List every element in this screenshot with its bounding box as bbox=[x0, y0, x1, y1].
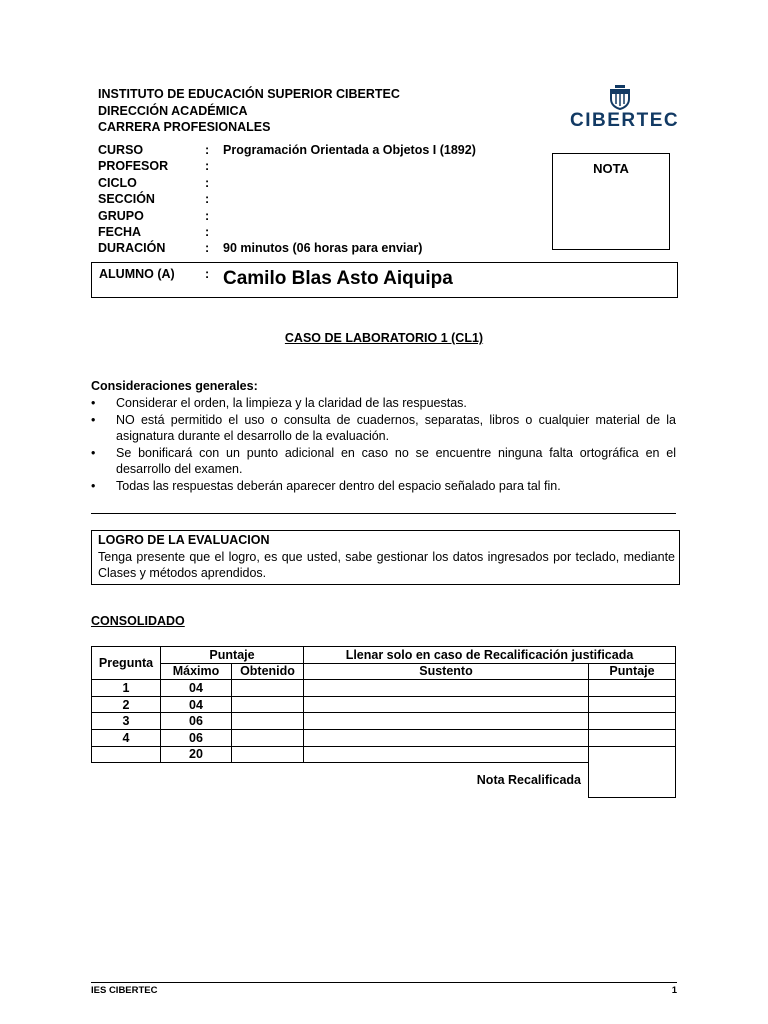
cell-puntaje[interactable] bbox=[589, 713, 676, 730]
nota-recalificada-row bbox=[92, 763, 676, 798]
list-item bbox=[91, 445, 676, 478]
nota-box[interactable] bbox=[552, 153, 670, 250]
table-row-total bbox=[92, 746, 676, 763]
cell-puntaje[interactable] bbox=[589, 680, 676, 697]
cell-sustento[interactable] bbox=[304, 729, 589, 746]
lab-case-title: CASO DE LABORATORIO 1 (CL1) bbox=[284, 331, 484, 345]
cell-maximo-total: 20 bbox=[161, 746, 232, 763]
cell-sustento[interactable] bbox=[304, 696, 589, 713]
table-subheader-row bbox=[92, 663, 676, 680]
info-row-grupo bbox=[98, 208, 476, 224]
info-colon: : bbox=[205, 192, 210, 207]
bullet-icon: • bbox=[91, 478, 96, 493]
cell-puntaje[interactable] bbox=[589, 696, 676, 713]
cell-pregunta: 3 bbox=[92, 713, 161, 730]
student-colon: : bbox=[205, 267, 210, 281]
table-row bbox=[92, 680, 676, 697]
info-label: FECHA bbox=[98, 224, 142, 239]
info-label: DURACIÓN bbox=[98, 241, 166, 256]
divider bbox=[91, 513, 676, 514]
info-label: CICLO bbox=[98, 175, 137, 190]
info-row-ciclo bbox=[98, 175, 476, 191]
logo-text: CIBERTEC bbox=[570, 110, 680, 131]
cell-sustento[interactable] bbox=[304, 713, 589, 730]
consolidated-table bbox=[91, 646, 676, 798]
cell-maximo: 04 bbox=[161, 696, 232, 713]
cell-sustento[interactable] bbox=[304, 746, 589, 763]
table-row bbox=[92, 713, 676, 730]
info-label: CURSO bbox=[98, 143, 144, 157]
list-item-text: Se bonificará con un punto adicional en caso no se encuentre ninguna falta ortográfica en el desarrollo del examen. bbox=[116, 445, 676, 477]
info-row-fecha bbox=[98, 224, 476, 240]
header-pregunta: Pregunta bbox=[92, 647, 161, 680]
footer-institution: IES CIBERTEC bbox=[91, 985, 158, 996]
nota-recalificada-label: Nota Recalificada bbox=[476, 773, 581, 788]
header-obtenido: Obtenido bbox=[232, 663, 304, 680]
list-item bbox=[91, 412, 676, 445]
info-colon: : bbox=[205, 175, 210, 190]
achievement-box bbox=[91, 530, 680, 585]
info-colon: : bbox=[205, 224, 210, 239]
info-value: 90 minutos (06 horas para enviar) bbox=[223, 241, 423, 256]
cell-obtenido-total[interactable] bbox=[232, 746, 304, 763]
info-label: SECCIÓN bbox=[98, 192, 155, 207]
list-item bbox=[91, 395, 676, 412]
header-puntaje-recal: Puntaje bbox=[589, 663, 676, 680]
list-item-text: NO está permitido el uso o consulta de cuadernos, separatas, libros o cualquier material de la asignatura durante el desarrollo de la evaluación. bbox=[116, 412, 676, 444]
cell-pregunta: 2 bbox=[92, 696, 161, 713]
table-row bbox=[92, 696, 676, 713]
info-colon: : bbox=[205, 159, 210, 174]
header-puntaje: Puntaje bbox=[161, 647, 304, 664]
cell-pregunta: 1 bbox=[92, 680, 161, 697]
cell-maximo: 06 bbox=[161, 713, 232, 730]
institute-header bbox=[98, 86, 400, 136]
considerations-title: Consideraciones generales: bbox=[91, 379, 258, 393]
table-header-row bbox=[92, 647, 676, 664]
list-item-text: Considerar el orden, la limpieza y la claridad de las respuestas. bbox=[116, 396, 467, 410]
cell-obtenido[interactable] bbox=[232, 729, 304, 746]
info-row-duracion bbox=[98, 240, 476, 256]
table-row bbox=[92, 729, 676, 746]
info-label: GRUPO bbox=[98, 208, 144, 223]
info-colon: : bbox=[205, 241, 210, 256]
institute-line: INSTITUTO DE EDUCACIÓN SUPERIOR CIBERTEC bbox=[98, 87, 400, 101]
cell-nota-recalificada[interactable] bbox=[589, 746, 676, 797]
list-item bbox=[91, 478, 676, 495]
cell-pregunta: 4 bbox=[92, 729, 161, 746]
info-value: Programación Orientada a Objetos I (1892) bbox=[223, 143, 476, 157]
institute-line: CARRERA PROFESIONALES bbox=[98, 120, 271, 134]
list-item-text: Todas las respuestas deberán aparecer dentro del espacio señalado para tal fin. bbox=[116, 478, 561, 493]
cell-pregunta bbox=[92, 746, 161, 763]
bullet-icon: • bbox=[91, 445, 96, 460]
nota-label: NOTA bbox=[593, 161, 629, 176]
student-box bbox=[91, 262, 678, 298]
cell-maximo: 04 bbox=[161, 680, 232, 697]
bullet-icon: • bbox=[91, 412, 96, 427]
header-maximo: Máximo bbox=[161, 663, 232, 680]
cell-puntaje[interactable] bbox=[589, 729, 676, 746]
achievement-title: LOGRO DE LA EVALUACION bbox=[98, 533, 270, 547]
student-label: ALUMNO (A) bbox=[99, 267, 175, 281]
page-number: 1 bbox=[671, 985, 677, 996]
footer-divider bbox=[91, 982, 677, 983]
info-row-seccion bbox=[98, 191, 476, 207]
info-colon: : bbox=[205, 208, 210, 223]
cell-obtenido[interactable] bbox=[232, 713, 304, 730]
cell-obtenido[interactable] bbox=[232, 696, 304, 713]
considerations-list bbox=[91, 395, 676, 495]
info-label: PROFESOR bbox=[98, 159, 169, 174]
shield-icon bbox=[606, 84, 634, 110]
info-row-curso bbox=[98, 142, 476, 158]
header-recalificacion: Llenar solo en caso de Recalificación justificada bbox=[304, 647, 676, 664]
header-sustento: Sustento bbox=[304, 663, 589, 680]
cell-maximo: 06 bbox=[161, 729, 232, 746]
course-info bbox=[98, 142, 476, 257]
info-row-profesor bbox=[98, 158, 476, 174]
cibertec-logo bbox=[566, 84, 680, 134]
info-colon: : bbox=[205, 143, 210, 157]
student-name: Camilo Blas Asto Aiquipa bbox=[223, 268, 453, 289]
consolidated-title: CONSOLIDADO bbox=[91, 614, 185, 628]
cell-sustento[interactable] bbox=[304, 680, 589, 697]
bullet-icon: • bbox=[91, 396, 96, 410]
achievement-text: Tenga presente que el logro, es que usted, sabe gestionar los datos ingresados por teclado, mediante Clases y métodos aprendidos. bbox=[98, 549, 675, 581]
cell-obtenido[interactable] bbox=[232, 680, 304, 697]
institute-line: DIRECCIÓN ACADÉMICA bbox=[98, 103, 248, 118]
